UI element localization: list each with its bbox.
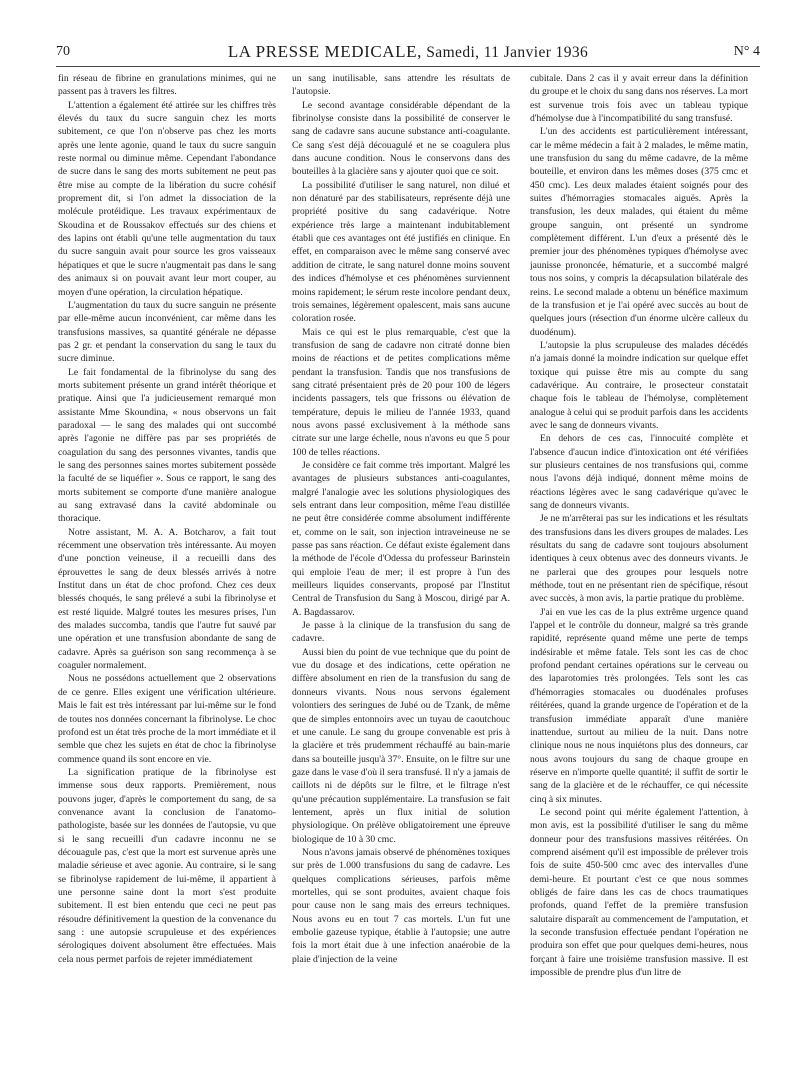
- paragraph: cubitale. Dans 2 cas il y avait erreur dans la définition du groupe et le choix du sang dans nos réserves. La mort est survenue trois fois avec un tableau typique d'hémolyse due à l'incompatibilité du sang transfusé.: [530, 73, 748, 125]
- paragraph: En dehors de ces cas, l'innocuité complète et l'absence d'aucun indice d'intoxication ont été vérifiées sur plusieurs centaines de nos transfusions qui, comme nous l'avons déjà indiqué, donnent même moins de réactions légères avec le sang cadavérique qu'avec le sang de donneurs vivants.: [530, 433, 748, 511]
- paragraph: Nous ne possédons actuellement que 2 observations de ce genre. Elles exigent une vérification ultérieure. Mais le fait est très intéressant par lui-même sur le fond de toutes nos données concernant la fibrinolyse. Le choc profond est un état très proche de la mort immédiate et il semble que chez les sujets en état de choc la fibrinolyse commence quand ils sont encore en vie.: [58, 673, 276, 765]
- paragraph: La possibilité d'utiliser le sang naturel, non dilué et non dénaturé par des stabilisateurs, représente déjà une propriété positive du sang cadavérique. Notre expérience très large a maintenant indubitablement établi que ces avantages ont été justifiés en clinique. En effet, en comparaison avec le même sang conservé avec addition de citrate, le sang naturel donne moins souvent des indices d'hémolyse et ces phénomènes surviennent moins rapidement; le sérum reste incolore pendant deux, trois semaines, légèrement opalescent, mais sans aucune coloration rosée.: [292, 179, 510, 325]
- paragraph: La signification pratique de la fibrinolyse est immense sous deux rapports. Premièrement, nous pouvons juger, d'après le comportement du sang, de sa convenance avant la conclusion de l'anatomo-pathologiste, basée sur les données de l'autopsie, vu que si le sang recueilli d'un cadavre inconnu ne se découagule pas, c'est que la mort est survenue après une maladie sérieuse et avec agonie. Au contraire, si le sang se fibrinolyse rapidement de lui-même, il appartient à une personne saine dont la mort s'est produite subitement. Il est bien entendu que ceci ne peut pas résoudre définitivement la question de la convenance du sang : une autopsie scrupuleuse et des expériences sérologiques doivent absolument être effectuées. Mais cela nous permet parfois de rejeter immédiatement: [58, 766, 276, 965]
- page-number: 70: [56, 44, 70, 59]
- paragraph: fin réseau de fibrine en granulations minimes, qui ne passent pas à travers les filtres.: [58, 73, 276, 98]
- paragraph: Nous n'avons jamais observé de phénomènes toxiques sur près de 1.000 transfusions du sang de cadavre. Les quelques complications sérieuses, parfois même mortelles, qui se sont produites, avaient chaque fois pour cause non le sang mais des erreurs techniques. Nous avons eu en tout 7 cas mortels. L'un fut une embolie gazeuse typique, établie à l'autopsie; une autre fois la mort était due à une infection anaérobie de la plaie d'injection de la veine: [292, 846, 510, 965]
- paragraph: J'ai en vue les cas de la plus extrême urgence quand l'appel et le contrôle du donneur, malgré sa très grande rapidité, représente quand même une perte de temps indésirable et même fatale. Tels sont les cas de choc profond pendant certaines opérations sur le cerveau ou des laparotomies très prolongées. Tels sont les cas d'hémorragies stomacales ou duodénales profuses réitérées, quand la grande urgence de l'opération et de la transfusion immédiate apparaît d'une manière inattendue, surtout au milieu de la nuit. Dans notre clinique nous ne nous inquiétons plus des donneurs, car nous avons toujours du sang de chaque groupe en réserve en n'importe quelle quantité; il suffit de sortir le sang de la glacière et de le réchauffer, ce qui nécessite cinq à six minutes.: [530, 606, 748, 805]
- running-header: [56, 42, 760, 68]
- paragraph: Notre assistant, M. A. A. Botcharov, a fait tout récemment une observation très intéressante. Au moyen d'une ponction veineuse, il a recueilli dans des éprouvettes le sang de deux blessés arrivés à notre Institut dans un état de choc profond. Chez ces deux blessés choqués, le sang prélevé a subi la fibrinolyse et est resté liquide. Malgré toutes les mesures prises, l'un des malades succomba, tandis que l'autre fut sauvé par une opération et une transfusion abondante de sang de cadavre. Après sa guérison son sang recommença à se coaguler normalement.: [58, 526, 276, 672]
- journal-name: LA PRESSE MEDICALE,: [227, 42, 422, 61]
- column-1: [58, 72, 276, 1072]
- paragraph: L'augmentation du taux du sucre sanguin ne présente par elle-même aucun inconvénient, car même dans les transfusions massives, sa quantité générale ne dépasse pas 2 gr. et pendant la conservation du sang le taux du sucre diminue.: [58, 299, 276, 365]
- paragraph: Je passe à la clinique de la transfusion du sang de cadavre.: [292, 620, 510, 645]
- paragraph: Le fait fondamental de la fibrinolyse du sang des morts subitement présente un grand intérêt théorique et pratique. Ainsi que l'a judicieusement remarqué mon assistante Mme Skoundina, « nous observons un fait paradoxal — le sang des malades qui ont succombé après l'agonie ne diffère pas par ses propriétés de coagulation du sang des personnes vivantes, tandis que le sang des personnes saines mortes subitement possède la faculté de se liquéfier ». Sous ce rapport, le sang des morts subitement se comporte d'une manière analogue au sang extravasé dans la cavité abdominale ou thoracique.: [58, 366, 276, 525]
- paragraph: Le second point qui mérite également l'attention, à mon avis, est la possibilité d'utiliser le sang du même donneur pour des transfusions massives réitérées. On comprend aisément qu'il est impossible de prélever trois fois de suite 450-500 cmc avec des intervalles d'une demi-heure. Et pourtant c'est ce que nous sommes obligés de faire dans les cas de chocs traumatiques profonds, quand l'effet de la première transfusion salutaire disparaît au commencement de l'amputation, et la seconde transfusion effectuée pendant l'opération ne produira son effet que pour quelques demi-heures, nous forçant à faire une troisième transfusion massive. Il est impossible de prendre plus d'un litre de: [530, 806, 748, 979]
- paragraph: Mais ce qui est le plus remarquable, c'est que la transfusion de sang de cadavre non citraté donne bien moins de réactions et de petites complications même pendant la transfusion. Tandis que nos transfusions de sang citraté présentaient près de 20 pour 100 de légers incidents passagers, tels que frissons ou élévation de température, depuis le milieu de l'année 1933, quand nous avons passé exclusivement à la méthode sans citrate sur une large échelle, nous n'avons eu que 5 pour 100 de telles réactions.: [292, 326, 510, 458]
- header-rule: [56, 66, 760, 67]
- paragraph: L'autopsie la plus scrupuleuse des malades décédés n'a jamais donné la moindre indication sur quelque effet toxique qui puisse être mis au compte du sang cadavérique. Au contraire, le prosecteur constatait chaque fois le tableau de l'hémolyse, complètement analogue à celui qui se produit parfois dans les accidents avec le sang de donneurs vivants.: [530, 339, 748, 431]
- journal-title-line: [56, 42, 760, 62]
- paragraph: Je considère ce fait comme très important. Malgré les avantages de plusieurs substances anti-coagulantes, malgré l'analogie avec les solutions physiologiques des sels entrant dans leur composition, même l'eau distillée ne peut être considérée comme absolument indifférente et, comme on le sait, son injection intraveineuse ne se passe pas sans réaction. Ce défaut existe également dans la méthode de l'école d'Odessa du professeur Barinstein qui emploie l'eau de mer; il est propre à l'un des meilleurs liquides conservants, proposé par l'Institut Central de Transfusion du Sang à Moscou, dirigé par A. A. Bagdassarov.: [292, 459, 510, 618]
- paragraph: Le second avantage considérable dépendant de la fibrinolyse consiste dans la possibilité de conserver le sang de cadavre sans aucune substance anti-coagulante. Ce sang s'est déjà découagulé et ne se coagulera plus dans aucune condition. Nous le conservons dans des bouteilles à la glacière sans y ajouter quoi que ce soit.: [292, 99, 510, 178]
- column-3: [530, 72, 748, 1072]
- paragraph: Aussi bien du point de vue technique que du point de vue du dosage et des indications, cette opération ne diffère absolument en rien de la transfusion du sang de donneurs vivants. Nous nous servons également volontiers des seringues de Jubé ou de Tzank, de même que de simples entonnoirs avec un tuyau de caoutchouc et une canule. Le sang du groupe convenable est pris à la glacière et très prudemment réchauffé au bain-marie dans sa bouteille jusqu'à 37°. Ensuite, on le filtre sur une gaze dans le vase d'où il sera transfusé. Il n'y a jamais de caillots ni de dépôts sur le filtre, et le filtrage n'est qu'une précaution supplémentaire. La transfusion se fait lentement, après un flux initial de solution physiologique. On prélève obligatoirement une épreuve biologique de 10 à 30 cmc.: [292, 646, 510, 845]
- column-2: [292, 72, 510, 1072]
- paragraph: L'attention a également été attirée sur les chiffres très élevés du taux du sucre sanguin chez les morts subitement, ce que l'on n'observe pas chez les morts après une lente agonie, quand le taux du sucre sanguin reste normal ou diminue même. Cependant l'abondance de sucre dans le sang des morts subitement ne peut pas être mise au compte de la libération du sucre cohésif proprement dit, si l'on admet la dissociation de la molécule protéidique. Les travaux expérimentaux de Skoudina et de Roussakov effectués sur des chiens et des lapins ont établi qu'une telle augmentation du taux du sucre sanguin avait pour source les gros vaisseaux hépatiques et que le sucre n'augmentait pas dans le sang des animaux si on pouvait avant leur mort couper, au moyen d'une opération, la circulation hépatique.: [58, 99, 276, 298]
- paragraph: L'un des accidents est particulièrement intéressant, car le même médecin a fait à 2 malades, le même matin, une transfusion du sang du même cadavre, de la même bouteille, et environ dans les mêmes doses (375 cmc et 450 cmc). Les deux malades étaient soignés pour des suites d'hémorragies stomacales aiguës. Après la transfusion, les deux malades, qui étaient du même groupe sanguin, ont présenté un syndrome complètement différent. L'un d'eux a présenté dès le premier jour des phénomènes typiques d'hémolyse avec jaunisse prononcée, hématurie, et a succombé malgré tous nos soins, y compris la décapsulation bilatérale des reins. Le second malade a obtenu un bénéfice maximum de la transfusion et je l'ai opéré avec succès au bout de quelques jours (résection d'un énorme ulcère calleux du duodénum).: [530, 126, 748, 338]
- issue-date: Samedi, 11 Janvier 1936: [426, 44, 589, 61]
- paragraph: un sang inutilisable, sans attendre les résultats de l'autopsie.: [292, 73, 510, 98]
- paragraph: Je ne m'arrêterai pas sur les indications et les résultats des transfusions dans les divers groupes de malades. Les résultats du sang de cadavre sont toujours absolument identiques à ceux obtenus avec des donneurs vivants. Je ne parlerai que des groupes pour lesquels notre méthode, tout en ne présentant rien de spécifique, résout avec succès, à mon avis, la partie pratique du problème.: [530, 513, 748, 605]
- issue-number: N° 4: [733, 44, 760, 59]
